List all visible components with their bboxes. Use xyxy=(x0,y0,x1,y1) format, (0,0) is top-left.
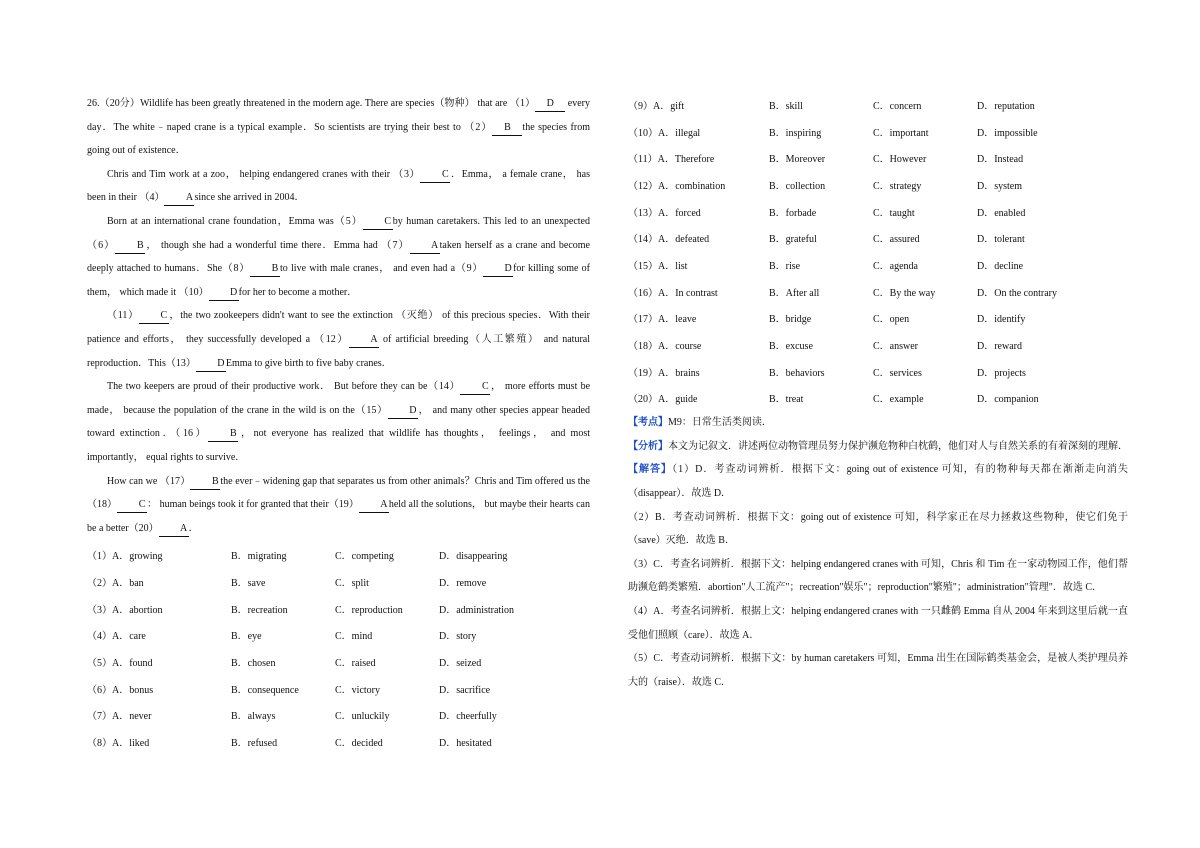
answer-explanation-2: （2）B．考查动词辨析．根据下文：going out of existence 可知，科学家正在尽力拯救这些物种，使它们免于（save）灭绝．故选 B． xyxy=(628,511,1128,547)
answer-explanation-3: （3）C．考查名词辨析．根据下文：helping endangered cranes with 可知，Chris 和 Tim 在一家动物园工作，他们帮助濒危鹤类繁殖．abortion"人工流产"；recreation"娱乐"；reproduction"繁殖"；administration"管理"．故选 C． xyxy=(628,558,1128,594)
option-c: C．important xyxy=(873,127,929,139)
option-b: B．inspiring xyxy=(769,127,822,139)
question-score: （20分） xyxy=(99,98,141,109)
option-b: B．save xyxy=(231,577,266,589)
option-a: （7）A．never xyxy=(87,711,152,723)
option-d: D．seized xyxy=(439,657,482,669)
option-c: C．taught xyxy=(873,207,915,219)
passage-text: ， more efforts must be made， because the population of the crane in the wild is on the（15） xyxy=(87,381,591,416)
passage-text: Chris and Tim work at a zoo， helping endangered cranes with their （3） xyxy=(107,168,421,180)
question-number: 26. xyxy=(87,98,100,109)
option-c: C．decided xyxy=(335,737,383,749)
answer-blank-5: C xyxy=(363,215,393,230)
option-row xyxy=(628,358,1128,385)
passage-paragraph-6 xyxy=(87,470,590,541)
option-row xyxy=(628,118,1128,145)
option-row xyxy=(628,385,1128,412)
kaodian-section xyxy=(628,411,1128,435)
option-c: C．raised xyxy=(335,657,376,669)
option-b: B．excuse xyxy=(769,341,813,353)
option-a: （20）A．guide xyxy=(628,394,698,406)
option-b: B．recreation xyxy=(231,604,288,616)
option-b: B．collection xyxy=(769,180,826,192)
option-row xyxy=(628,224,1128,251)
option-d: D．reward xyxy=(977,341,1022,353)
passage-text: ， and many other species appear headed toward extinction．（16） xyxy=(87,404,590,440)
option-row xyxy=(87,675,590,702)
passage-text: ， though she had a wonderful time there．Emma had （7） xyxy=(145,239,410,251)
passage-text: ： human beings took it for granted that their（19） xyxy=(147,499,359,511)
passage-text: for killing some of them， which made it （10） xyxy=(87,263,590,298)
right-column xyxy=(628,91,1128,694)
option-d: D．identify xyxy=(977,314,1026,326)
passage-text: Wildlife has been greatly threatened in the modern age. There are species（物种） that are （1） xyxy=(140,98,536,109)
option-row xyxy=(628,171,1128,198)
option-d: D．sacrifice xyxy=(439,684,491,696)
option-d: D．administration xyxy=(439,604,514,616)
fenxi-tag: 【分析】 xyxy=(628,440,668,452)
answer-blank-7: A xyxy=(410,239,440,254)
answer-blank-17: B xyxy=(190,475,220,490)
option-row xyxy=(628,198,1128,225)
passage-text: since she arrived in 2004． xyxy=(194,192,305,204)
fenxi-section xyxy=(628,435,1128,459)
option-b: B．skill xyxy=(769,100,803,112)
passage-text: held all the solutions， but maybe their hearts can be a better（20） xyxy=(87,499,590,534)
option-c: C．example xyxy=(873,394,924,406)
answer-blank-16: B xyxy=(208,427,238,442)
passage-paragraph-3 xyxy=(87,210,590,304)
option-d: D．companion xyxy=(977,394,1039,406)
passage-text: Born at an international crane foundation，Emma was（5） xyxy=(107,215,363,227)
answer-blank-19: A xyxy=(359,498,389,513)
passage-text: ，not everyone has realized that wildlife has thoughts， feelings， and most importantly， equal rights to survive． xyxy=(87,428,590,463)
option-b: B．bridge xyxy=(769,314,812,326)
option-c: C．mind xyxy=(335,631,373,643)
option-d: D．tolerant xyxy=(977,234,1025,246)
option-c: C．answer xyxy=(873,341,918,353)
option-b: B．always xyxy=(231,711,276,723)
passage-text: ． xyxy=(188,522,199,534)
answer-blank-2: B xyxy=(492,121,522,136)
option-a: （12）A．combination xyxy=(628,180,726,192)
option-c: C．open xyxy=(873,314,910,326)
option-a: （19）A．brains xyxy=(628,367,700,379)
passage-text: to live with male cranes， and even had a（9） xyxy=(280,263,484,275)
option-b: B．refused xyxy=(231,737,278,749)
passage-text: ，the two zookeepers didn't want to see the extinction （灭绝） of this precious species．With their patience and efforts， they successfully developed a （12） xyxy=(87,310,590,345)
answer-blank-1: D xyxy=(535,97,565,112)
option-row xyxy=(87,595,590,622)
option-c: C．strategy xyxy=(873,180,922,192)
passage-text: ．Emma， a female crane， has been in their （4） xyxy=(87,168,590,204)
option-d: D．Instead xyxy=(977,154,1024,166)
option-d: D．hesitated xyxy=(439,737,492,749)
option-b: B．rise xyxy=(769,260,801,272)
option-a: （14）A．defeated xyxy=(628,234,710,246)
jieda-section xyxy=(628,458,1128,505)
answer-blank-9: D xyxy=(483,262,513,277)
option-a: （8）A．liked xyxy=(87,737,150,749)
option-b: B．Moreover xyxy=(769,154,826,166)
option-b: B．eye xyxy=(231,631,262,643)
option-d: D．remove xyxy=(439,577,487,589)
passage-text: Emma to give birth to five baby cranes． xyxy=(225,357,392,369)
option-a: （3）A．abortion xyxy=(87,604,163,616)
option-a: （16）A．In contrast xyxy=(628,287,718,299)
option-a: （11）A．Therefore xyxy=(628,154,715,166)
option-c: C．reproduction xyxy=(335,604,403,616)
fenxi-text: 本文为记叙文．讲述两位动物管理员努力保护濒危物种白枕鹤，他们对人与自然关系的有着深刻的理解． xyxy=(668,440,1128,452)
option-b: B．forbade xyxy=(769,207,817,219)
option-c: C．concern xyxy=(873,100,922,112)
answer-blank-8: B xyxy=(250,262,280,277)
answer-blank-13: D xyxy=(196,357,226,372)
passage-text: The two keepers are proud of their productive work． But before they can be（14） xyxy=(107,381,461,393)
answer-blank-4: A xyxy=(164,191,194,206)
answer-explanation-5: （5）C．考查动词辨析．根据下文：by human caretakers 可知，Emma 出生在国际鹤类基金会，是被人类护理员养大的（raise）．故选 C． xyxy=(628,653,1128,688)
kaodian-tag: 【考点】 xyxy=(628,417,668,429)
passage-text: taken herself as a crane and become deeply attached to humans．She（8） xyxy=(87,239,591,275)
options-list-left xyxy=(87,541,590,755)
answer-explanation-1: （1）D．考查动词辨析．根据下文：going out of existence 可知，有的物种每天都在渐渐走向消失（disappear）．故选 D． xyxy=(628,464,1129,500)
option-a: （6）A．bonus xyxy=(87,684,154,696)
passage-text: How can we （17） xyxy=(107,475,191,487)
answer-blank-11: C xyxy=(139,309,169,324)
answer-blank-20: A xyxy=(159,522,189,537)
option-b: B．grateful xyxy=(769,234,817,246)
option-a: （5）A．found xyxy=(87,657,153,669)
passage-text: of artificial breeding（人工繁殖） and natural reproduction．This（13） xyxy=(87,333,590,369)
option-c: C．services xyxy=(873,367,922,379)
options-list-right xyxy=(628,91,1128,411)
option-row xyxy=(628,251,1128,278)
answer-blank-12: A xyxy=(349,333,379,348)
option-c: C．agenda xyxy=(873,260,918,272)
option-d: D．disappearing xyxy=(439,551,508,563)
option-d: D．reputation xyxy=(977,100,1035,112)
option-d: D．story xyxy=(439,631,477,643)
option-c: C．assured xyxy=(873,234,920,246)
answer-blank-14: C xyxy=(460,380,490,395)
option-b: B．After all xyxy=(769,287,820,299)
option-row xyxy=(87,568,590,595)
option-row xyxy=(628,91,1128,118)
option-row xyxy=(87,621,590,648)
option-d: D．projects xyxy=(977,367,1026,379)
option-row xyxy=(87,648,590,675)
answer-blank-15: D xyxy=(388,404,418,419)
option-a: （13）A．forced xyxy=(628,207,701,219)
option-a: （17）A．leave xyxy=(628,314,697,326)
kaodian-text: M9：日常生活类阅读． xyxy=(668,417,772,429)
option-a: （2）A．ban xyxy=(87,577,144,589)
option-d: D．On the contrary xyxy=(977,287,1057,299)
option-d: D．decline xyxy=(977,260,1024,272)
passage-paragraph-2 xyxy=(87,163,590,210)
passage-paragraph-5 xyxy=(87,375,590,469)
option-b: B．migrating xyxy=(231,551,287,563)
option-c: C．victory xyxy=(335,684,380,696)
answer-blank-10: D xyxy=(209,286,239,301)
option-d: D．system xyxy=(977,180,1022,192)
option-a: （1）A．growing xyxy=(87,551,163,563)
passage-paragraph-4 xyxy=(87,304,590,375)
passage-text: （11） xyxy=(107,310,139,322)
option-row xyxy=(628,144,1128,171)
left-column xyxy=(87,92,590,755)
passage-text: for her to become a mother． xyxy=(238,286,358,298)
option-row xyxy=(628,331,1128,358)
passage-text: every day．The white﹣naped crane is a typical example．So scientists are trying their best to （2） xyxy=(87,98,590,133)
option-a: （9）A．gift xyxy=(628,100,685,112)
answer-blank-18: C xyxy=(117,498,147,513)
option-a: （15）A．list xyxy=(628,260,688,272)
option-a: （18）A．course xyxy=(628,341,702,353)
option-a: （4）A．care xyxy=(87,631,146,643)
option-c: C．By the way xyxy=(873,287,936,299)
option-row xyxy=(87,541,590,568)
option-d: D．impossible xyxy=(977,127,1038,139)
option-d: D．cheerfully xyxy=(439,711,497,723)
option-c: C．However xyxy=(873,154,927,166)
passage-text: by human caretakers. This led to an unexpected （6） xyxy=(87,215,590,251)
option-c: C．split xyxy=(335,577,369,589)
option-b: B．chosen xyxy=(231,657,276,669)
passage-text: the ever﹣widening gap that separates us from other animals？Chris and Tim offered us the（18） xyxy=(87,475,590,511)
option-a: （10）A．illegal xyxy=(628,127,701,139)
option-b: B．treat xyxy=(769,394,804,406)
passage-text: the species from going out of existence． xyxy=(87,121,590,157)
option-row xyxy=(628,278,1128,305)
option-b: B．behaviors xyxy=(769,367,825,379)
answer-blank-3: C xyxy=(420,168,450,183)
option-b: B．consequence xyxy=(231,684,299,696)
option-d: D．enabled xyxy=(977,207,1026,219)
option-row xyxy=(87,701,590,728)
answer-explanation-4: （4）A．考查名词辨析．根据上文：helping endangered cranes with 一只雌鹤 Emma 自从 2004 年来到这里后就一直受他们照顾（care）．故选 A． xyxy=(628,606,1128,641)
answer-blank-6: B xyxy=(115,239,145,254)
option-row xyxy=(87,728,590,755)
option-c: C．unluckily xyxy=(335,711,390,723)
jieda-tag: 【解答】 xyxy=(628,464,673,476)
option-row xyxy=(628,305,1128,332)
option-c: C．competing xyxy=(335,551,394,563)
passage-paragraph-1 xyxy=(87,92,590,163)
